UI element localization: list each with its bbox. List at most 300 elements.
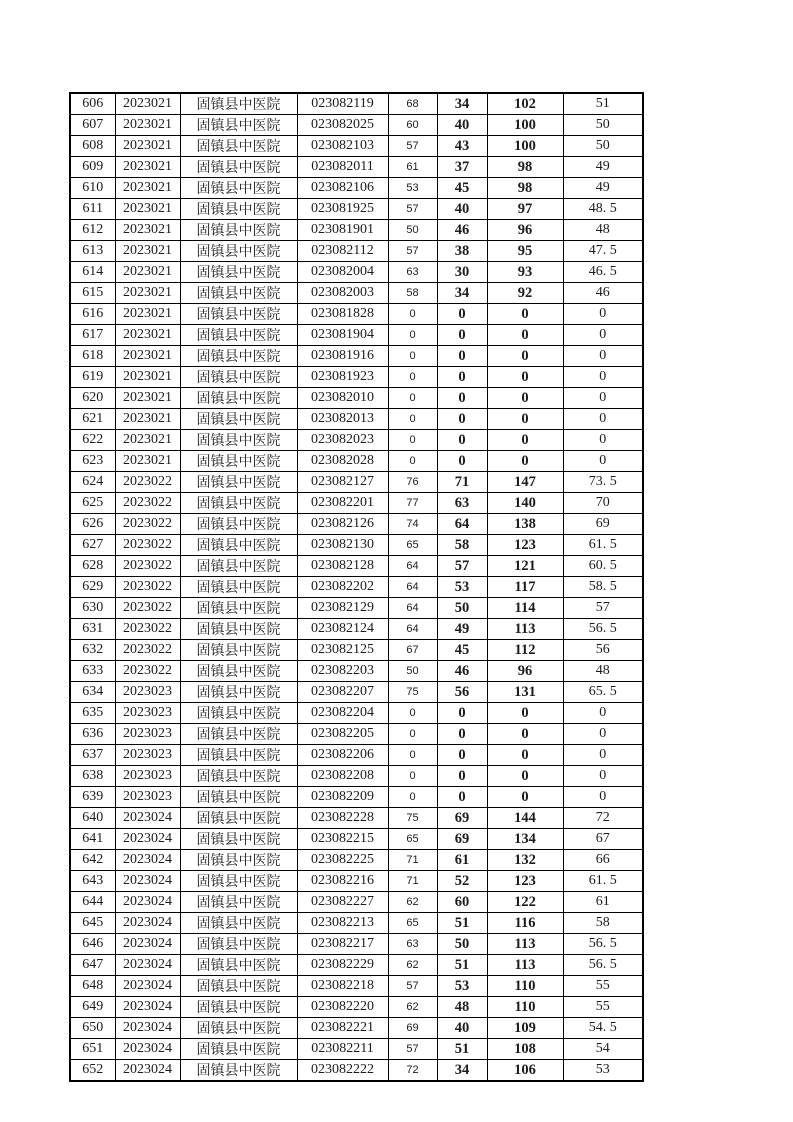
cell-score-1: 68 [388, 93, 437, 115]
cell-unit-code: 2023021 [115, 304, 180, 325]
cell-exam-id: 023081916 [297, 346, 388, 367]
cell-unit-name: 固镇县中医院 [180, 472, 297, 493]
cell-score-1: 75 [388, 682, 437, 703]
cell-exam-id: 023081901 [297, 220, 388, 241]
cell-exam-id: 023082217 [297, 934, 388, 955]
table-row [70, 472, 643, 493]
cell-final-score: 61 [563, 892, 643, 913]
cell-unit-code: 2023021 [115, 220, 180, 241]
cell-total-score: 131 [487, 682, 563, 703]
cell-unit-code: 2023021 [115, 451, 180, 472]
cell-seq: 611 [70, 199, 115, 220]
cell-unit-name: 固镇县中医院 [180, 1039, 297, 1060]
cell-unit-name: 固镇县中医院 [180, 745, 297, 766]
cell-score-1: 67 [388, 640, 437, 661]
cell-exam-id: 023081925 [297, 199, 388, 220]
cell-total-score: 123 [487, 535, 563, 556]
cell-score-1: 57 [388, 136, 437, 157]
cell-unit-code: 2023021 [115, 136, 180, 157]
cell-unit-code: 2023023 [115, 724, 180, 745]
cell-final-score: 54. 5 [563, 1018, 643, 1039]
cell-score-2: 52 [437, 871, 487, 892]
table-row [70, 997, 643, 1018]
cell-exam-id: 023082229 [297, 955, 388, 976]
cell-score-2: 60 [437, 892, 487, 913]
cell-unit-name: 固镇县中医院 [180, 115, 297, 136]
table-row [70, 1039, 643, 1060]
cell-seq: 644 [70, 892, 115, 913]
cell-final-score: 66 [563, 850, 643, 871]
cell-unit-name: 固镇县中医院 [180, 913, 297, 934]
cell-score-1: 0 [388, 745, 437, 766]
cell-total-score: 113 [487, 934, 563, 955]
cell-exam-id: 023082218 [297, 976, 388, 997]
cell-exam-id: 023082211 [297, 1039, 388, 1060]
cell-total-score: 109 [487, 1018, 563, 1039]
cell-unit-name: 固镇县中医院 [180, 577, 297, 598]
score-table-body [70, 93, 643, 1081]
cell-score-1: 64 [388, 619, 437, 640]
cell-seq: 649 [70, 997, 115, 1018]
cell-total-score: 95 [487, 241, 563, 262]
cell-unit-name: 固镇县中医院 [180, 136, 297, 157]
table-row [70, 304, 643, 325]
cell-unit-name: 固镇县中医院 [180, 724, 297, 745]
cell-score-2: 69 [437, 829, 487, 850]
cell-score-2: 0 [437, 451, 487, 472]
table-row [70, 409, 643, 430]
cell-final-score: 50 [563, 136, 643, 157]
cell-seq: 627 [70, 535, 115, 556]
cell-score-1: 72 [388, 1060, 437, 1082]
cell-unit-code: 2023021 [115, 262, 180, 283]
cell-final-score: 58 [563, 913, 643, 934]
cell-seq: 632 [70, 640, 115, 661]
cell-exam-id: 023082204 [297, 703, 388, 724]
cell-score-2: 0 [437, 724, 487, 745]
cell-unit-code: 2023023 [115, 766, 180, 787]
cell-final-score: 0 [563, 304, 643, 325]
cell-exam-id: 023082126 [297, 514, 388, 535]
cell-unit-name: 固镇县中医院 [180, 619, 297, 640]
cell-score-1: 75 [388, 808, 437, 829]
table-row [70, 220, 643, 241]
cell-score-2: 51 [437, 913, 487, 934]
cell-final-score: 57 [563, 598, 643, 619]
table-row [70, 325, 643, 346]
cell-final-score: 54 [563, 1039, 643, 1060]
table-row [70, 493, 643, 514]
cell-final-score: 56. 5 [563, 955, 643, 976]
cell-seq: 631 [70, 619, 115, 640]
cell-seq: 651 [70, 1039, 115, 1060]
table-row [70, 892, 643, 913]
cell-final-score: 0 [563, 325, 643, 346]
table-row [70, 93, 643, 115]
cell-total-score: 0 [487, 703, 563, 724]
cell-seq: 643 [70, 871, 115, 892]
cell-score-2: 57 [437, 556, 487, 577]
cell-score-2: 0 [437, 703, 487, 724]
cell-exam-id: 023082003 [297, 283, 388, 304]
cell-score-2: 0 [437, 367, 487, 388]
cell-total-score: 92 [487, 283, 563, 304]
cell-score-2: 34 [437, 283, 487, 304]
cell-unit-code: 2023024 [115, 850, 180, 871]
cell-unit-code: 2023024 [115, 934, 180, 955]
cell-total-score: 0 [487, 766, 563, 787]
cell-unit-code: 2023022 [115, 472, 180, 493]
cell-seq: 652 [70, 1060, 115, 1082]
cell-score-2: 46 [437, 661, 487, 682]
cell-score-2: 51 [437, 1039, 487, 1060]
cell-total-score: 96 [487, 661, 563, 682]
cell-total-score: 0 [487, 451, 563, 472]
cell-seq: 626 [70, 514, 115, 535]
cell-score-1: 64 [388, 598, 437, 619]
cell-unit-name: 固镇县中医院 [180, 808, 297, 829]
cell-unit-name: 固镇县中医院 [180, 325, 297, 346]
cell-score-2: 0 [437, 346, 487, 367]
cell-total-score: 110 [487, 997, 563, 1018]
cell-total-score: 0 [487, 745, 563, 766]
cell-unit-code: 2023024 [115, 808, 180, 829]
cell-unit-name: 固镇县中医院 [180, 514, 297, 535]
cell-final-score: 70 [563, 493, 643, 514]
cell-final-score: 48 [563, 661, 643, 682]
cell-unit-name: 固镇县中医院 [180, 934, 297, 955]
cell-final-score: 69 [563, 514, 643, 535]
table-row [70, 577, 643, 598]
cell-final-score: 61. 5 [563, 535, 643, 556]
cell-score-1: 77 [388, 493, 437, 514]
table-row [70, 451, 643, 472]
cell-seq: 625 [70, 493, 115, 514]
cell-seq: 609 [70, 157, 115, 178]
cell-seq: 645 [70, 913, 115, 934]
cell-exam-id: 023082004 [297, 262, 388, 283]
cell-unit-name: 固镇县中医院 [180, 766, 297, 787]
cell-total-score: 0 [487, 325, 563, 346]
cell-unit-name: 固镇县中医院 [180, 93, 297, 115]
cell-total-score: 123 [487, 871, 563, 892]
cell-unit-code: 2023022 [115, 640, 180, 661]
cell-seq: 640 [70, 808, 115, 829]
cell-unit-code: 2023021 [115, 199, 180, 220]
cell-total-score: 0 [487, 367, 563, 388]
cell-final-score: 0 [563, 430, 643, 451]
cell-unit-name: 固镇县中医院 [180, 304, 297, 325]
cell-seq: 614 [70, 262, 115, 283]
cell-seq: 630 [70, 598, 115, 619]
cell-final-score: 47. 5 [563, 241, 643, 262]
cell-unit-code: 2023022 [115, 619, 180, 640]
cell-score-2: 0 [437, 745, 487, 766]
cell-final-score: 53 [563, 1060, 643, 1082]
cell-exam-id: 023081904 [297, 325, 388, 346]
cell-score-1: 0 [388, 367, 437, 388]
cell-score-2: 40 [437, 1018, 487, 1039]
cell-total-score: 98 [487, 157, 563, 178]
cell-total-score: 106 [487, 1060, 563, 1082]
cell-score-1: 65 [388, 829, 437, 850]
cell-exam-id: 023082201 [297, 493, 388, 514]
cell-score-2: 49 [437, 619, 487, 640]
cell-score-2: 51 [437, 955, 487, 976]
cell-unit-code: 2023022 [115, 535, 180, 556]
cell-unit-code: 2023024 [115, 892, 180, 913]
cell-total-score: 108 [487, 1039, 563, 1060]
cell-unit-name: 固镇县中医院 [180, 493, 297, 514]
cell-score-1: 63 [388, 934, 437, 955]
cell-seq: 635 [70, 703, 115, 724]
cell-final-score: 48. 5 [563, 199, 643, 220]
table-row [70, 556, 643, 577]
cell-score-2: 34 [437, 1060, 487, 1082]
cell-seq: 622 [70, 430, 115, 451]
cell-score-1: 65 [388, 535, 437, 556]
cell-total-score: 0 [487, 304, 563, 325]
cell-score-2: 45 [437, 640, 487, 661]
cell-unit-code: 2023022 [115, 598, 180, 619]
cell-exam-id: 023082213 [297, 913, 388, 934]
score-table [69, 92, 644, 1082]
cell-exam-id: 023081828 [297, 304, 388, 325]
cell-score-1: 53 [388, 178, 437, 199]
cell-score-2: 61 [437, 850, 487, 871]
cell-final-score: 56. 5 [563, 934, 643, 955]
cell-unit-name: 固镇县中医院 [180, 703, 297, 724]
cell-exam-id: 023082205 [297, 724, 388, 745]
table-row [70, 934, 643, 955]
cell-unit-code: 2023022 [115, 514, 180, 535]
cell-total-score: 132 [487, 850, 563, 871]
cell-score-1: 57 [388, 1039, 437, 1060]
cell-unit-name: 固镇县中医院 [180, 997, 297, 1018]
cell-final-score: 56. 5 [563, 619, 643, 640]
cell-score-1: 0 [388, 346, 437, 367]
table-row [70, 178, 643, 199]
table-row [70, 640, 643, 661]
cell-unit-code: 2023021 [115, 367, 180, 388]
cell-score-1: 0 [388, 430, 437, 451]
cell-exam-id: 023082128 [297, 556, 388, 577]
cell-exam-id: 023082125 [297, 640, 388, 661]
cell-total-score: 138 [487, 514, 563, 535]
cell-score-2: 40 [437, 115, 487, 136]
cell-unit-name: 固镇县中医院 [180, 388, 297, 409]
cell-total-score: 113 [487, 619, 563, 640]
cell-final-score: 0 [563, 703, 643, 724]
cell-exam-id: 023082023 [297, 430, 388, 451]
cell-final-score: 0 [563, 451, 643, 472]
cell-seq: 616 [70, 304, 115, 325]
cell-unit-code: 2023021 [115, 325, 180, 346]
cell-total-score: 134 [487, 829, 563, 850]
cell-seq: 624 [70, 472, 115, 493]
cell-unit-name: 固镇县中医院 [180, 535, 297, 556]
cell-final-score: 0 [563, 787, 643, 808]
cell-exam-id: 023081923 [297, 367, 388, 388]
cell-total-score: 121 [487, 556, 563, 577]
cell-total-score: 116 [487, 913, 563, 934]
cell-final-score: 56 [563, 640, 643, 661]
cell-total-score: 113 [487, 955, 563, 976]
cell-unit-code: 2023024 [115, 997, 180, 1018]
cell-exam-id: 023082130 [297, 535, 388, 556]
cell-total-score: 97 [487, 199, 563, 220]
cell-total-score: 140 [487, 493, 563, 514]
cell-exam-id: 023082209 [297, 787, 388, 808]
table-row [70, 346, 643, 367]
cell-final-score: 67 [563, 829, 643, 850]
cell-final-score: 0 [563, 724, 643, 745]
cell-seq: 642 [70, 850, 115, 871]
cell-score-1: 0 [388, 451, 437, 472]
cell-exam-id: 023082013 [297, 409, 388, 430]
cell-score-1: 64 [388, 577, 437, 598]
cell-exam-id: 023082028 [297, 451, 388, 472]
cell-total-score: 0 [487, 787, 563, 808]
cell-unit-code: 2023021 [115, 283, 180, 304]
cell-unit-code: 2023021 [115, 178, 180, 199]
cell-exam-id: 023082129 [297, 598, 388, 619]
cell-total-score: 98 [487, 178, 563, 199]
table-row [70, 514, 643, 535]
cell-score-2: 71 [437, 472, 487, 493]
table-row [70, 283, 643, 304]
cell-score-2: 43 [437, 136, 487, 157]
cell-seq: 618 [70, 346, 115, 367]
cell-final-score: 72 [563, 808, 643, 829]
cell-final-score: 55 [563, 976, 643, 997]
cell-final-score: 49 [563, 157, 643, 178]
cell-unit-name: 固镇县中医院 [180, 367, 297, 388]
cell-score-2: 53 [437, 976, 487, 997]
cell-unit-name: 固镇县中医院 [180, 556, 297, 577]
cell-score-2: 30 [437, 262, 487, 283]
table-row [70, 745, 643, 766]
cell-score-1: 57 [388, 976, 437, 997]
cell-seq: 607 [70, 115, 115, 136]
table-row [70, 367, 643, 388]
cell-score-1: 65 [388, 913, 437, 934]
cell-score-2: 58 [437, 535, 487, 556]
cell-unit-name: 固镇县中医院 [180, 892, 297, 913]
cell-total-score: 0 [487, 724, 563, 745]
table-row [70, 115, 643, 136]
cell-unit-code: 2023024 [115, 829, 180, 850]
cell-final-score: 65. 5 [563, 682, 643, 703]
cell-score-2: 56 [437, 682, 487, 703]
cell-seq: 623 [70, 451, 115, 472]
cell-unit-name: 固镇县中医院 [180, 598, 297, 619]
cell-total-score: 0 [487, 409, 563, 430]
cell-total-score: 110 [487, 976, 563, 997]
cell-unit-code: 2023024 [115, 1039, 180, 1060]
cell-exam-id: 023082203 [297, 661, 388, 682]
cell-seq: 606 [70, 93, 115, 115]
cell-total-score: 100 [487, 115, 563, 136]
table-row [70, 829, 643, 850]
cell-seq: 608 [70, 136, 115, 157]
cell-unit-code: 2023021 [115, 409, 180, 430]
cell-unit-name: 固镇县中医院 [180, 220, 297, 241]
table-row [70, 388, 643, 409]
cell-score-1: 74 [388, 514, 437, 535]
cell-seq: 613 [70, 241, 115, 262]
cell-unit-code: 2023024 [115, 871, 180, 892]
table-row [70, 682, 643, 703]
cell-score-2: 0 [437, 325, 487, 346]
table-row [70, 619, 643, 640]
cell-score-2: 38 [437, 241, 487, 262]
cell-score-2: 0 [437, 409, 487, 430]
cell-score-2: 46 [437, 220, 487, 241]
cell-seq: 615 [70, 283, 115, 304]
table-row [70, 724, 643, 745]
table-row [70, 955, 643, 976]
table-row [70, 598, 643, 619]
cell-total-score: 147 [487, 472, 563, 493]
cell-score-2: 34 [437, 93, 487, 115]
cell-total-score: 96 [487, 220, 563, 241]
cell-final-score: 46 [563, 283, 643, 304]
cell-score-2: 53 [437, 577, 487, 598]
cell-score-2: 40 [437, 199, 487, 220]
cell-final-score: 0 [563, 766, 643, 787]
cell-seq: 637 [70, 745, 115, 766]
cell-exam-id: 023082011 [297, 157, 388, 178]
table-row [70, 199, 643, 220]
cell-unit-code: 2023021 [115, 93, 180, 115]
cell-final-score: 46. 5 [563, 262, 643, 283]
cell-score-1: 62 [388, 997, 437, 1018]
table-row [70, 661, 643, 682]
cell-total-score: 0 [487, 346, 563, 367]
cell-total-score: 102 [487, 93, 563, 115]
cell-unit-name: 固镇县中医院 [180, 262, 297, 283]
cell-unit-code: 2023023 [115, 682, 180, 703]
cell-seq: 646 [70, 934, 115, 955]
cell-seq: 634 [70, 682, 115, 703]
cell-exam-id: 023082220 [297, 997, 388, 1018]
table-row [70, 430, 643, 451]
cell-score-1: 50 [388, 220, 437, 241]
cell-final-score: 0 [563, 745, 643, 766]
cell-unit-code: 2023022 [115, 661, 180, 682]
cell-total-score: 93 [487, 262, 563, 283]
cell-seq: 621 [70, 409, 115, 430]
cell-unit-name: 固镇县中医院 [180, 829, 297, 850]
cell-total-score: 0 [487, 388, 563, 409]
cell-total-score: 144 [487, 808, 563, 829]
table-row [70, 850, 643, 871]
cell-score-2: 69 [437, 808, 487, 829]
cell-unit-code: 2023022 [115, 493, 180, 514]
table-row [70, 787, 643, 808]
cell-seq: 633 [70, 661, 115, 682]
cell-seq: 612 [70, 220, 115, 241]
cell-score-2: 0 [437, 304, 487, 325]
cell-unit-name: 固镇县中医院 [180, 955, 297, 976]
table-row [70, 535, 643, 556]
cell-final-score: 49 [563, 178, 643, 199]
cell-exam-id: 023082225 [297, 850, 388, 871]
cell-score-1: 76 [388, 472, 437, 493]
cell-exam-id: 023082119 [297, 93, 388, 115]
cell-final-score: 58. 5 [563, 577, 643, 598]
